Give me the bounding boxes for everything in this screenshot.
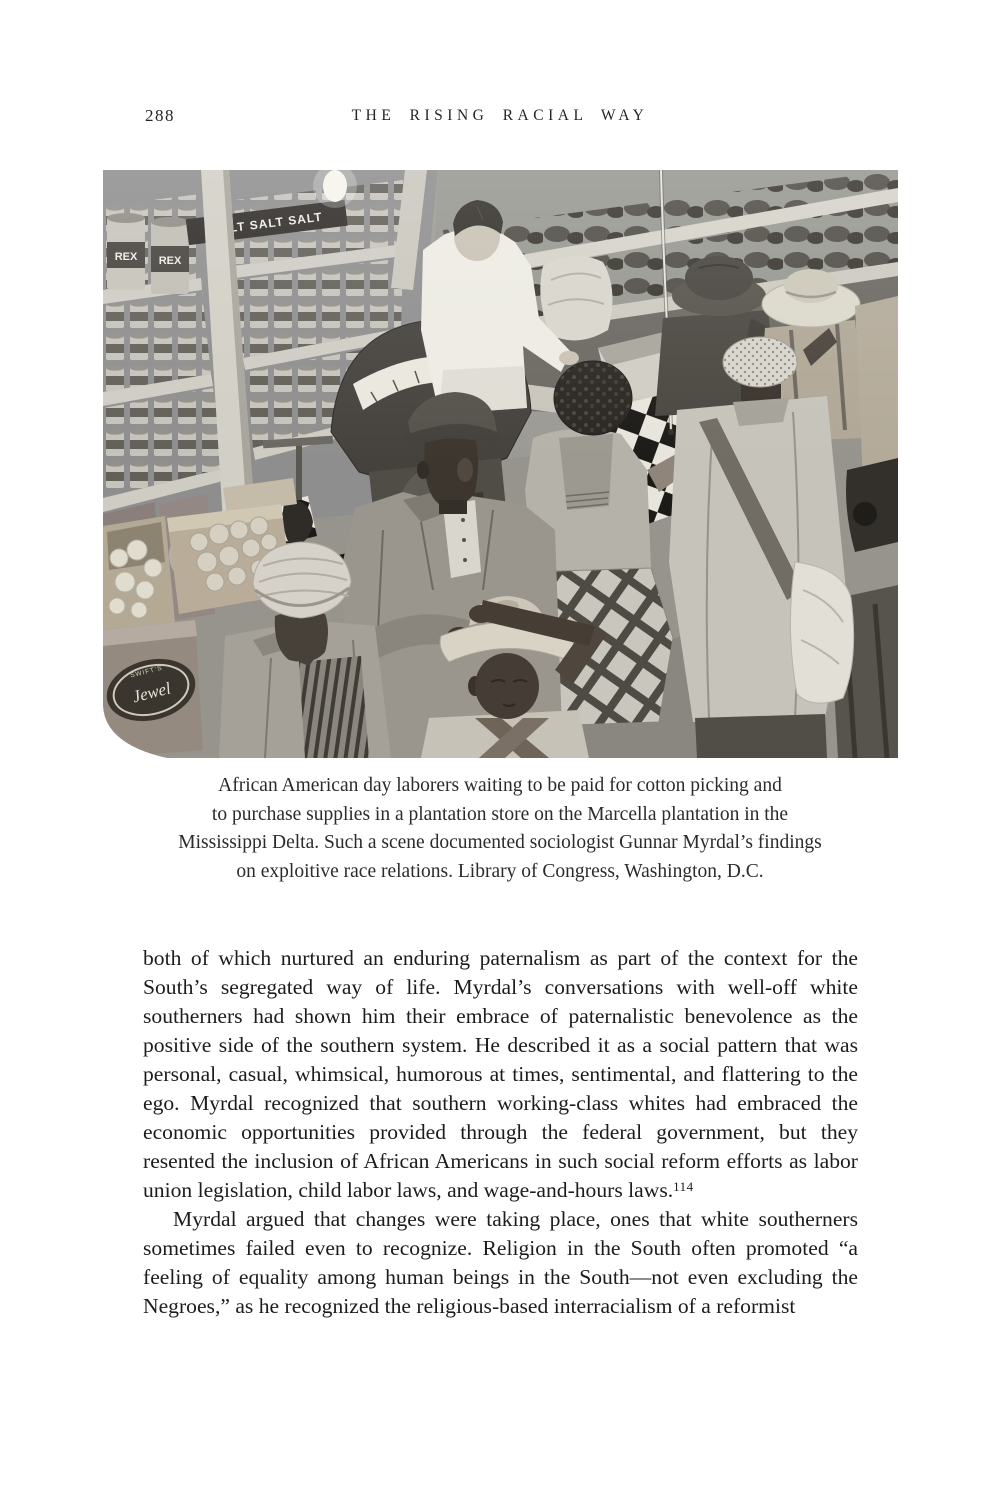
running-head bbox=[0, 106, 1000, 132]
page-number: 288 bbox=[145, 106, 175, 125]
body-paragraph-2 bbox=[143, 1205, 858, 1321]
caption-line: African American day laborers waiting to be paid for cotton picking and bbox=[218, 775, 782, 796]
figure-plantation-store bbox=[103, 170, 898, 758]
body-paragraph-1 bbox=[143, 944, 858, 1205]
running-title: THE RISING RACIAL WAY bbox=[351, 107, 649, 124]
caption-line: Mississippi Delta. Such a scene documented sociologist Gunnar Myrdal’s findings bbox=[178, 832, 822, 853]
photo-caption bbox=[150, 772, 850, 886]
plantation-store-photo bbox=[103, 170, 898, 758]
paragraph-text: both of which nurtured an enduring paternalism as part of the context for the South’s segregated way of life. Myrdal’s conversations with well-off white southerners had shown him their embrace of paternalistic benevolence as the positive side of the southern system. He described it as a social pattern that was personal, casual, whimsical, humorous at times, sentimental, and flattering to the ego. Myrdal recognized that southern working-class whites had embraced the economic opportunities provided through the federal government, but they resented the inclusion of African Americans in such social reform efforts as labor union legislation, child labor laws, and wage-and-hours laws. bbox=[143, 946, 858, 1202]
caption-line: to purchase supplies in a plantation store on the Marcella plantation in the bbox=[211, 803, 789, 825]
footnote-reference: 114 bbox=[673, 1179, 694, 1194]
caption-line: on exploitive race relations. Library of Congress, Washington, D.C. bbox=[236, 860, 764, 882]
paragraph-text: Myrdal argued that changes were taking place, ones that white southerners sometimes failed even to recognize. Religion in the South often promoted “a feeling of equality among human beings in the South—not even excluding the Negroes,” as he recognized the religious-based interracialism of a reformist bbox=[143, 1207, 858, 1318]
body-text bbox=[143, 944, 858, 1321]
